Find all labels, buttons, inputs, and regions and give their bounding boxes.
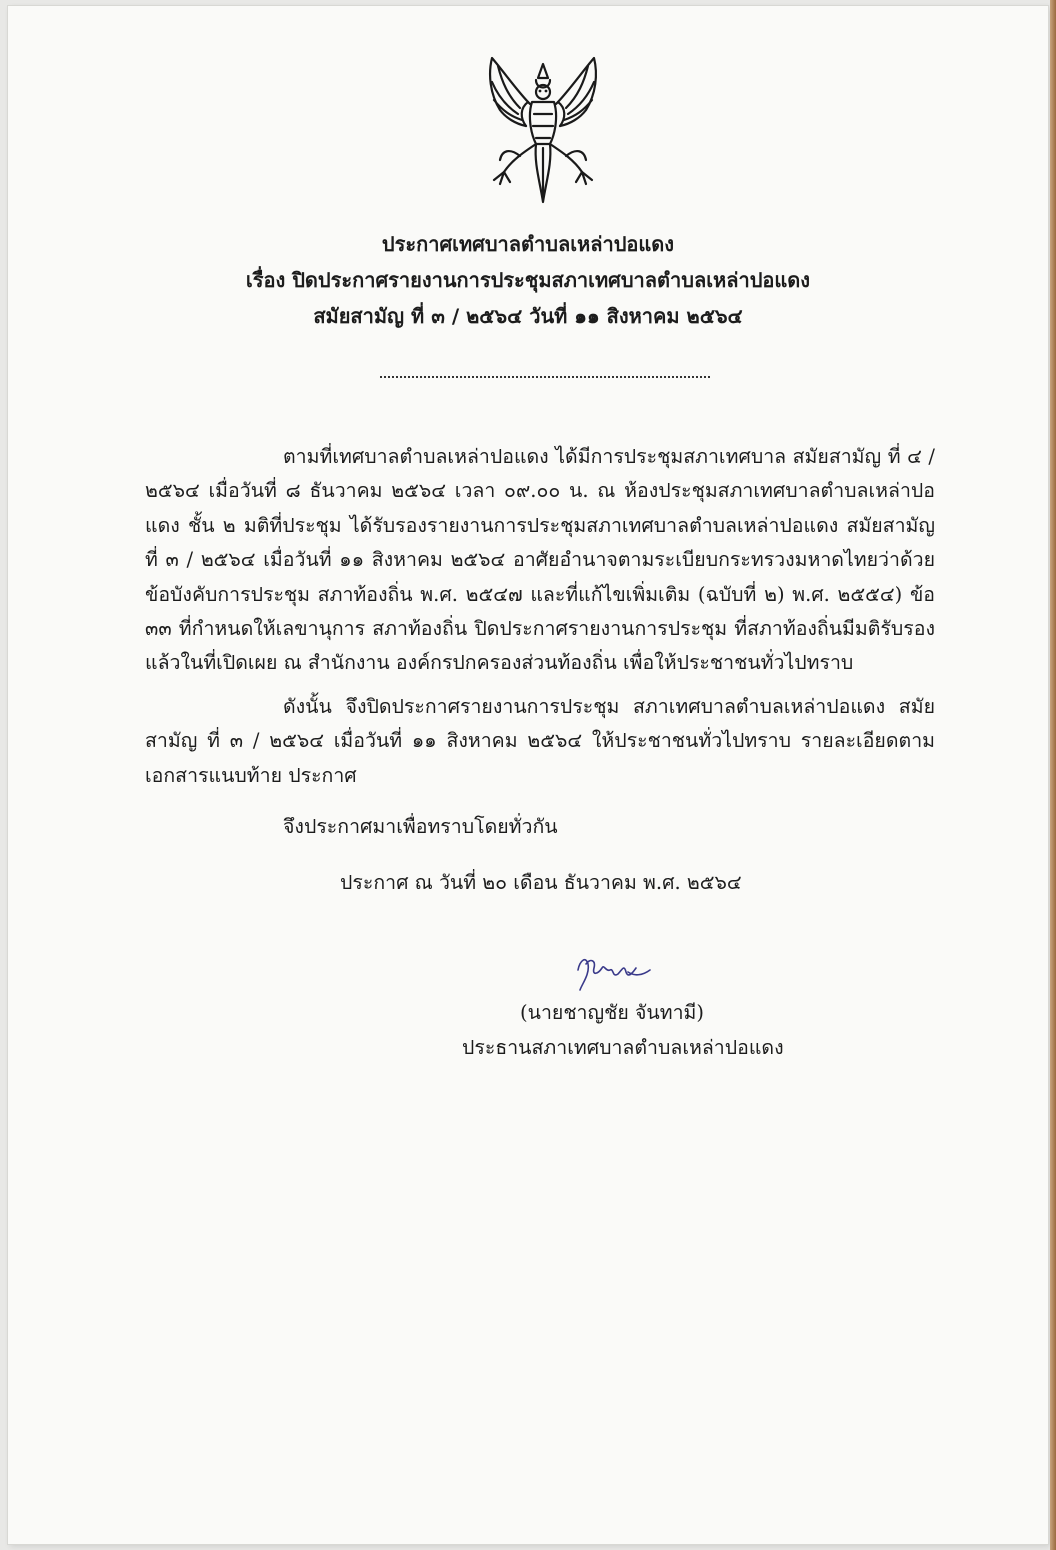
- announcement-subject: เรื่อง ปิดประกาศรายงานการประชุมสภาเทศบาลตำบลเหล่าปอแดง: [245, 268, 811, 292]
- handwritten-signature-icon: [572, 950, 656, 994]
- announcement-date: ประกาศ ณ วันที่ ๒๐ เดือน ธันวาคม พ.ศ. ๒๕๖๔: [340, 871, 742, 894]
- signer-title: ประธานสภาเทศบาลตำบลเหล่าปอแดง: [462, 1036, 784, 1059]
- announcement-session: สมัยสามัญ ที่ ๓ / ๒๕๖๔ วันที่ ๑๑ สิงหาคม ๒๕๖๔: [313, 304, 743, 328]
- dotted-separator: [380, 376, 710, 378]
- closing-statement: จึงประกาศมาเพื่อทราบโดยทั่วกัน: [283, 815, 558, 838]
- body-paragraph-1: ตามที่เทศบาลตำบลเหล่าปอแดง ได้มีการประชุมสภาเทศบาล สมัยสามัญ ที่ ๔ / ๒๕๖๔ เมื่อวันที่ ๘ ธันวาคม ๒๕๖๔ เวลา ๐๙.๐๐ น. ณ ห้องประชุมสภาเทศบาลตำบลเหล่าปอแดง ชั้น ๒ มติที่ประชุม ได้รับรองรายงานการประชุมสภาเทศบาลตำบลเหล่าปอแดง สมัยสามัญ ที่ ๓ / ๒๕๖๔ เมื่อวันที่ ๑๑ สิงหาคม ๒๕๖๔ อาศัยอำนาจตามระเบียบกระทรวงมหาดไทยว่าด้วยข้อบังคับการประชุม สภาท้องถิ่น พ.ศ. ๒๕๔๗ และที่แก้ไขเพิ่มเติม (ฉบับที่ ๒) พ.ศ. ๒๕๕๔) ข้อ ๓๓ ที่กำหนดให้เลขานุการ สภาท้องถิ่น ปิดประกาศรายงานการประชุม ที่สภาท้องถิ่นมีมติรับรองแล้วในที่เปิดเผย ณ สำนักงาน องค์กรปกครองส่วนท้องถิ่น เพื่อให้ประชาชนทั่วไปทราบ: [145, 445, 935, 675]
- signer-name: (นายชาญชัย จันทามี): [520, 1001, 704, 1024]
- garuda-emblem-icon: [470, 52, 616, 212]
- announcement-title: ประกาศเทศบาลตำบลเหล่าปอแดง: [381, 232, 675, 256]
- body-paragraph-2: ดังนั้น จึงปิดประกาศรายงานการประชุม สภาเทศบาลตำบลเหล่าปอแดง สมัยสามัญ ที่ ๓ / ๒๕๖๔ เมื่อวันที่ ๑๑ สิงหาคม ๒๕๖๔ ให้ประชาชนทั่วไปทราบ รายละเอียดตามเอกสารแนบท้าย ประกาศ: [145, 695, 935, 787]
